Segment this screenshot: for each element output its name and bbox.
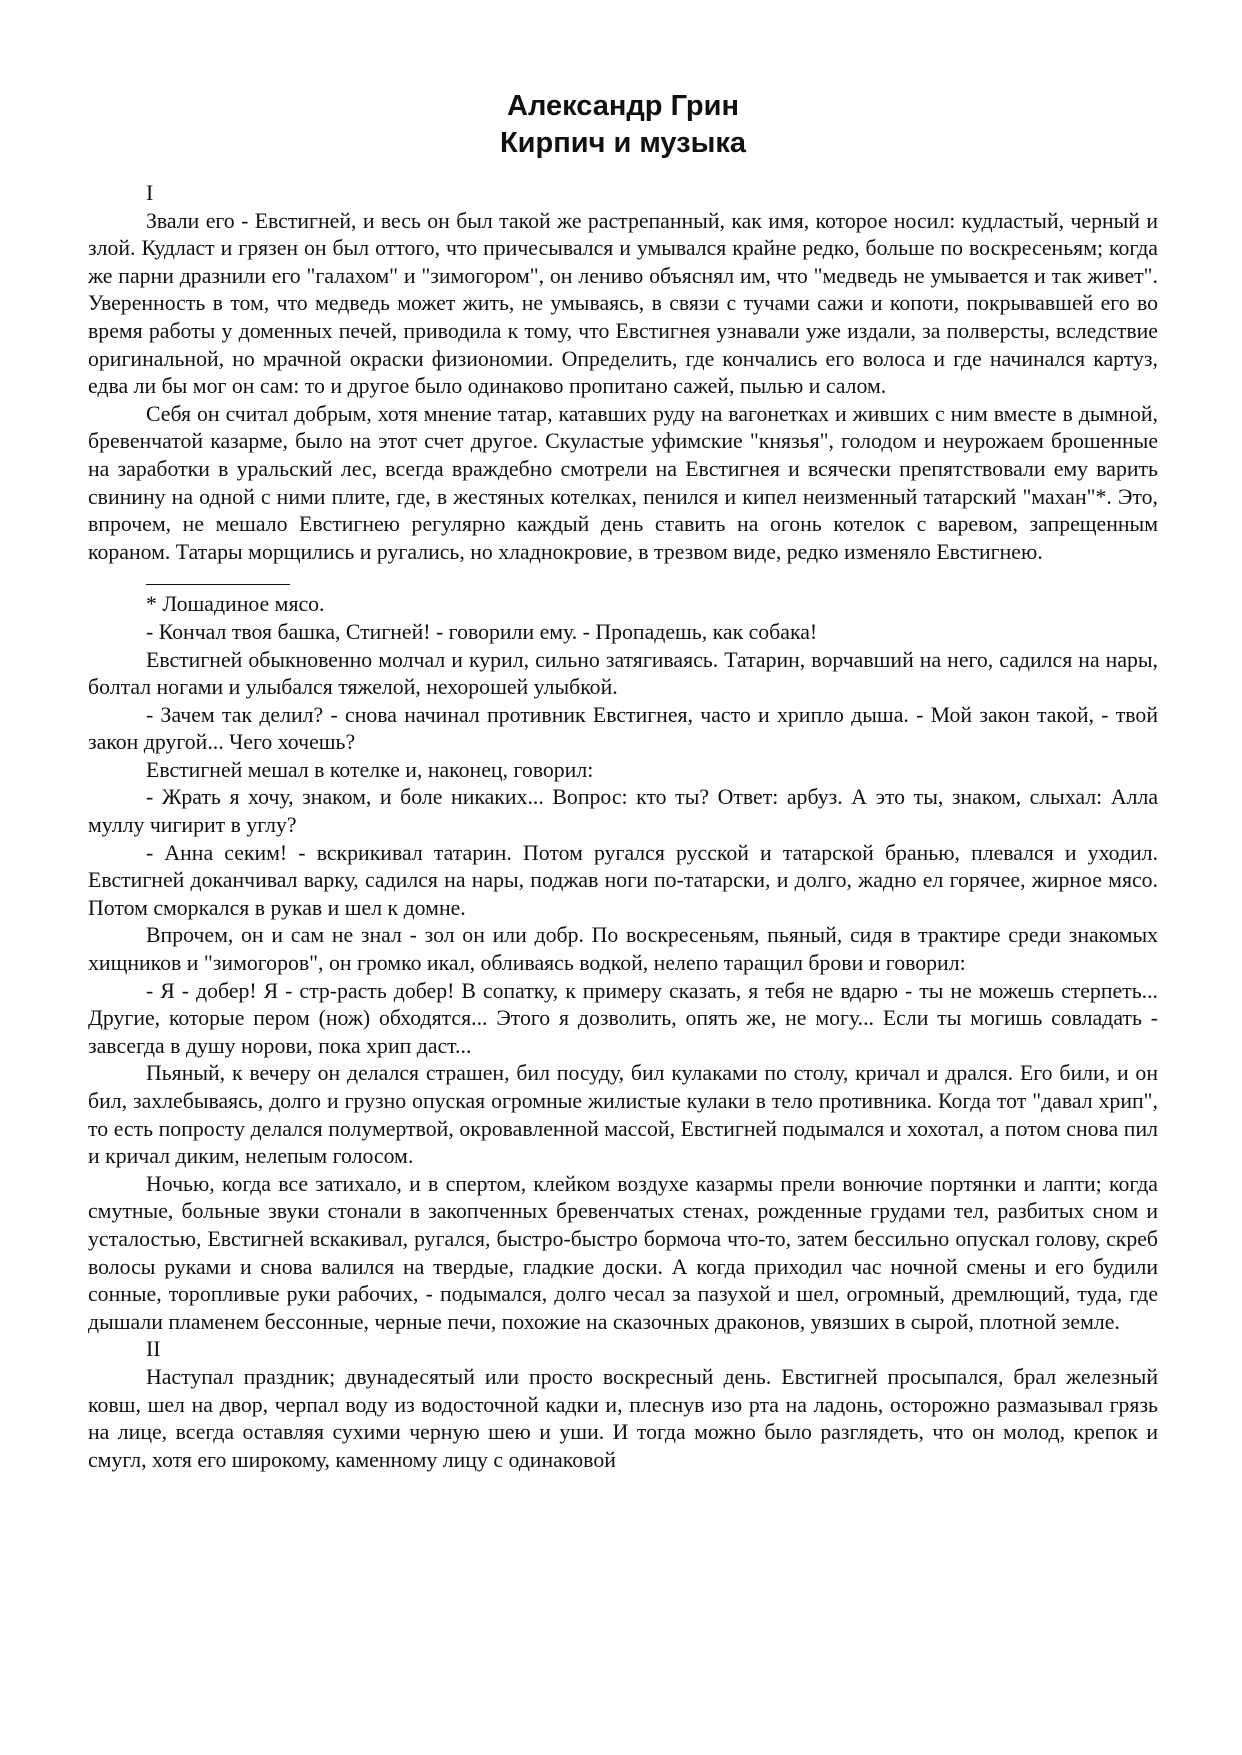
paragraph: - Зачем так делил? - снова начинал противник Евстигнея, часто и хрипло дыша. - Мой закон такой, - твой закон другой... Чего хочешь? (88, 702, 1158, 755)
paragraph: - Жрать я хочу, знаком, и боле никаких... Вопрос: кто ты? Ответ: арбуз. А это ты, знаком, слыхал: Алла муллу чигирит в углу? (88, 785, 1158, 838)
paragraph: Звали его - Евстигней, и весь он был такой же растрепанный, как имя, которое носил: кудластый, черный и злой. Кудласт и грязен он был оттого, что причесывался и умывался крайне редко, больше по воскресеньям; когда же парни дразнили его "галахом" и "зимогором", он лениво объяснял им, что "медведь не умывается и так живет". Уверенность в том, что медведь может жить, не умываясь, в связи с тучами сажи и копоти, покрывавшей его во время работы у доменных печей, приводила к тому, что Евстигнея узнавали уже издали, за полверсты, вследствие оригинальной, но мрачной окраски физиономии. Определить, где кончались его волоса и где начинался картуз, едва ли бы мог он сам: то и другое было одинаково пропитано сажей, пылью и салом. (88, 208, 1158, 399)
paragraph: Впрочем, он и сам не знал - зол он или добр. По воскресеньям, пьяный, сидя в трактире среди знакомых хищников и "зимогоров", он громко икал, обливаясь водкой, нелепо таращил брови и говорил: (88, 923, 1158, 976)
author-name: Александр Грин (507, 90, 739, 122)
paragraph: Наступал праздник; двунадесятый или просто воскресный день. Евстигней просыпался, брал железный ковш, шел на двор, черпал воду из водосточной кадки и, плеснув изо рта на ладонь, осторожно размазывал грязь на лице, всегда оставляя сухими черную шею и уши. И тогда можно было разглядеть, что он молод, крепок и смугл, хотя его широкому, каменному лицу с одинаковой (88, 1364, 1158, 1472)
paragraph: - Анна секим! - вскрикивал татарин. Потом ругался русской и татарской бранью, плевался и уходил. Евстигней доканчивал варку, садился на нары, поджав ноги по-татарски, и долго, жадно ел горячее, жирное мясо. Потом сморкался в рукав и шел к домне. (88, 840, 1158, 920)
section-heading-1: I (146, 181, 154, 205)
footnote: * Лошадиное мясо. (146, 592, 325, 617)
paragraph: Евстигней обыкновенно молчал и курил, сильно затягиваясь. Татарин, ворчавший на него, садился на нары, болтал ногами и улыбался тяжелой, нехорошей улыбкой. (88, 647, 1158, 700)
paragraph: - Я - добер! Я - стр-расть добер! В сопатку, к примеру сказать, я тебя не вдарю - ты не можешь стерпеть... Другие, которые пером (нож) обходятся... Этого я дозволить, опять же, не могу... Если ты могишь совладать - завсегда в душу норови, пока хрип даст... (88, 978, 1158, 1058)
title-block (88, 88, 1158, 162)
footnote-divider (146, 584, 290, 585)
paragraph: - Кончал твоя башка, Стигней! - говорили ему. - Пропадешь, как собака! (146, 619, 818, 644)
paragraph: Пьяный, к вечеру он делался страшен, бил посуду, бил кулаками по столу, кричал и дрался. Его били, и он бил, захлебываясь, долго и грузно опуская огромные жилистые кулаки в тело противника. Когда тот "давал хрип", то есть попросту делался полумертвой, окровавленной массой, Евстигней подымался и хохотал, а потом снова пил и кричал диким, нелепым голосом. (88, 1061, 1158, 1169)
story-title: Кирпич и музыка (499, 127, 746, 159)
paragraph: Евстигней мешал в котелке и, наконец, говорил: (146, 757, 594, 782)
paragraph: Ночью, когда все затихало, и в спертом, клейком воздухе казармы прели вонючие портянки и лапти; когда смутные, больные звуки стонали в закопченных бревенчатых стенах, рожденные грудами тел, разбитых сном и усталостью, Евстигней вскакивал, ругался, быстро-быстро бормоча что-то, затем бессильно опускал голову, скреб волосы руками и снова валился на твердые, гладкие доски. А когда приходил час ночной смены и его будили сонные, торопливые руки рабочих, - подымался, долго чесал за пазухой и шел, огромный, дремлющий, туда, где дышали пламенем бессонные, черные печи, похожие на сказочных драконов, увязших в сырой, плотной земле. (88, 1171, 1158, 1334)
document-page (88, 88, 1158, 1474)
paragraph: Себя он считал добрым, хотя мнение татар, катавших руду на вагонетках и живших с ним вместе в дымной, бревенчатой казарме, было на этот счет другое. Скуластые уфимские "князья", голодом и неурожаем брошенные на заработки в уральский лес, всегда враждебно смотрели на Евстигнея и всячески препятствовали ему варить свинину на одной с ними плите, где, в жестяных котелках, пенился и кипел неизменный татарский "махан"*. Это, впрочем, не мешало Евстигнею регулярно каждый день ставить на огонь котелок с варевом, запрещенным кораном. Татары морщились и ругались, но хладнокровие, в трезвом виде, редко изменяло Евстигнею. (88, 401, 1158, 564)
story-text (88, 180, 1158, 1474)
section-heading-2: II (146, 1337, 161, 1362)
